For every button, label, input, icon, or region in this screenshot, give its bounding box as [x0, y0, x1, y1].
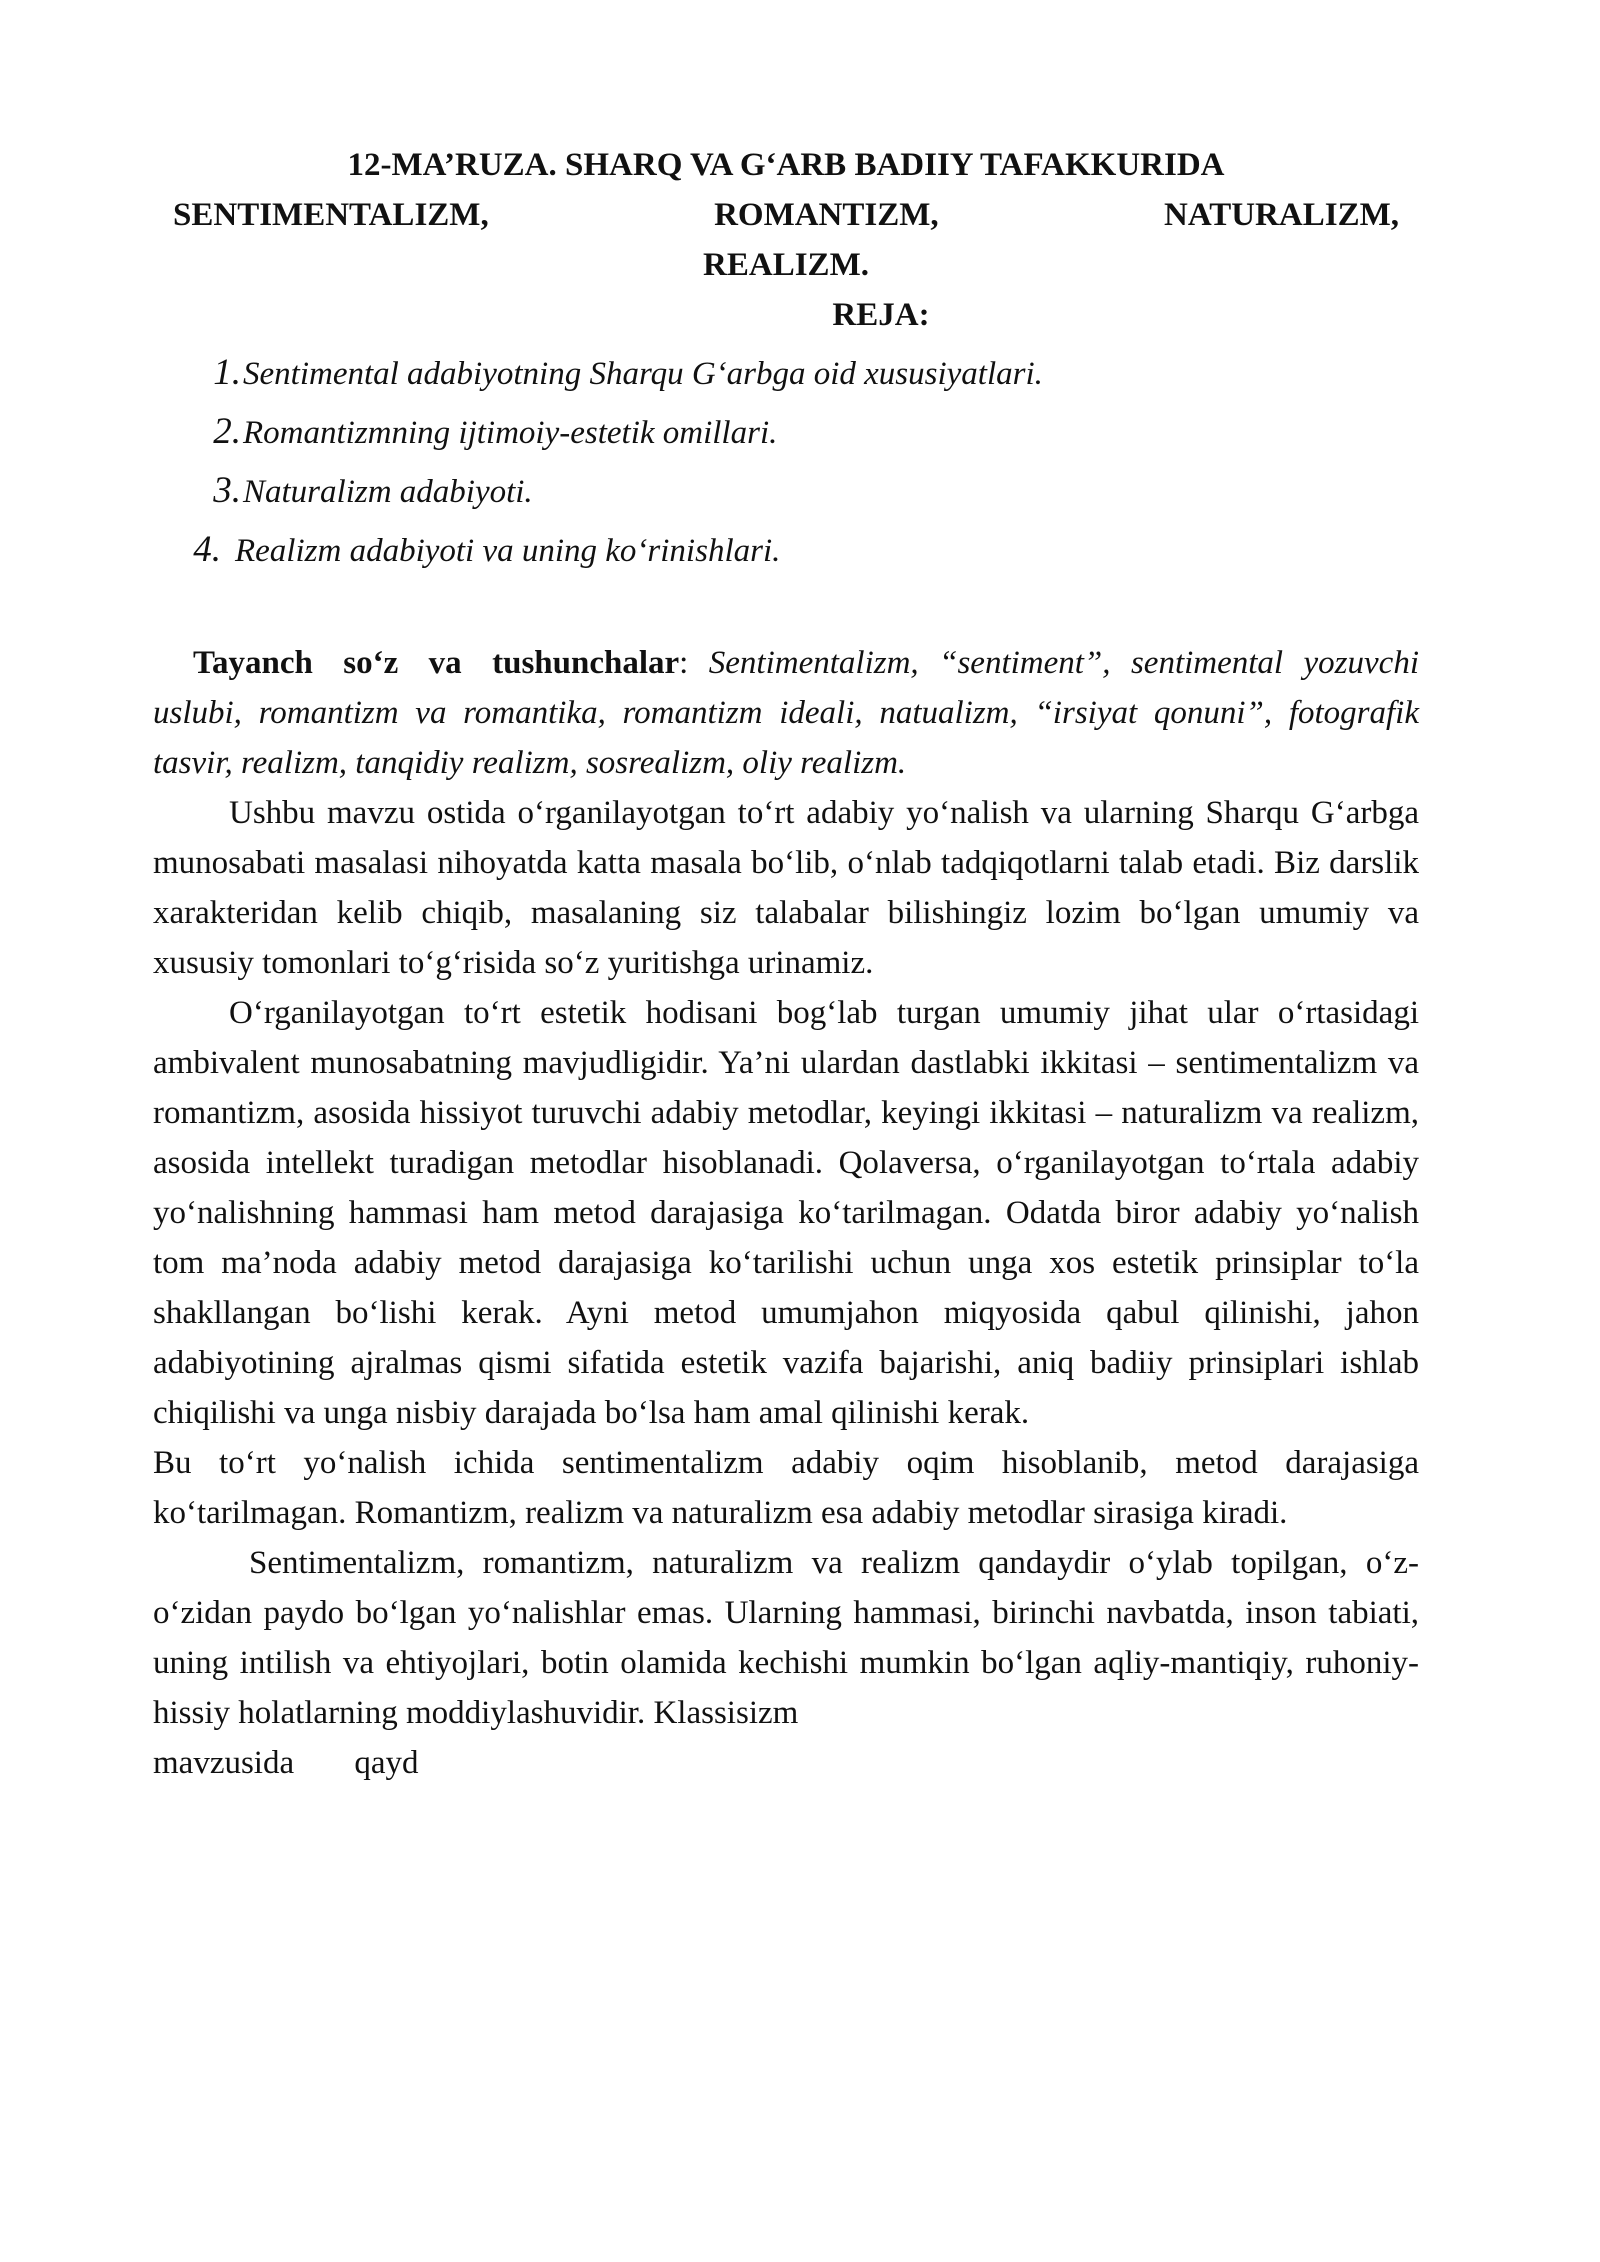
- title-word-sentimentalizm: SENTIMENTALIZM,: [173, 197, 489, 233]
- keywords-colon: :: [679, 645, 689, 681]
- body-paragraph-4: Sentimentalizm, romantizm, naturalizm va realizm qandaydir o‘ylab topilgan, o‘z-o‘zidan paydo bo‘lgan yo‘nalishlar emas. Ularning hammasi, birinchi navbatda, inson tabiati, uning intilish va ehtiyojlari, botin olamida kechishi mumkin bo‘lgan aqliy-mantiqiy, ruhoniy-hissiy holatlarning moddiylashuvidir. Klassisizm: [153, 1545, 1419, 1731]
- keywords-label: Tayanch so‘z va tushunchalar: [193, 645, 680, 681]
- plan-item-text: Naturalizm adabiyoti.: [243, 474, 533, 510]
- lecture-title-line1: 12-MA’RUZA. SHARQ VA G‘ARB BADIIY TAFAKKURIDA: [347, 147, 1225, 183]
- plan-item-text: Romantizmning ijtimoiy-estetik omillari.: [243, 415, 778, 451]
- plan-item-text: Sentimental adabiyotning Sharqu G‘arbga oid xususiyatlari.: [243, 356, 1043, 392]
- body-final-line: mavzusida qayd: [153, 1745, 419, 1781]
- title-word-romantizm: ROMANTIZM,: [714, 197, 939, 233]
- plan-item: [153, 462, 1419, 521]
- body-paragraph-1: Ushbu mavzu ostida o‘rganilayotgan to‘rt adabiy yo‘nalish va ularning Sharqu G‘arbga munosabati masalasi nihoyatda katta masala bo‘lib, o‘nlab tadqiqotlarni talab etadi. Biz darslik xarakteridan kelib chiqib, masalaning siz talabalar bilishingiz lozim bo‘lgan umumiy va xususiy tomonlari to‘g‘risida so‘z yuritishga urinamiz.: [153, 795, 1419, 981]
- plan-item-number: 4.: [193, 529, 221, 570]
- body-paragraph-2: O‘rganilayotgan to‘rt estetik hodisani bog‘lab turgan umumiy jihat ular o‘rtasidagi ambivalent munosabatning mavjudligidir. Ya’ni ulardan dastlabki ikkitasi – sentimentalizm va romantizm, asosida hissiyot turuvchi adabiy metodlar, keyingi ikkitasi – naturalizm va realizm, asosida intellekt turadigan metodlar hisoblanadi. Qolaversa, o‘rganilayotgan to‘rtala adabiy yo‘nalishning hammasi ham metod darajasiga ko‘tarilmagan. Odatda biror adabiy yo‘nalish tom ma’noda adabiy metod darajasiga ko‘tarilishi uchun unga xos estetik prinsiplar to‘la shakllangan bo‘lishi kerak. Ayni metod umumjahon miqyosida qabul qilinishi, jahon adabiyotining ajralmas qismi sifatida estetik vazifa bajarishi, aniq badiiy prinsiplari ishlab chiqilishi va unga nisbiy darajada bo‘lsa ham amal qilinishi kerak.: [153, 995, 1419, 1431]
- plan-item-text: Realizm adabiyoti va uning ko‘rinishlari.: [235, 533, 781, 569]
- plan-item: [153, 521, 1419, 580]
- plan-item: [153, 344, 1419, 403]
- body-paragraph-3: Bu to‘rt yo‘nalish ichida sentimentalizm adabiy oqim hisoblanib, metod darajasiga ko‘tarilmagan. Romantizm, realizm va naturalizm esa adabiy metodlar sirasiga kiradi.: [153, 1445, 1419, 1531]
- document-page: [153, 140, 1419, 1788]
- plan-heading: REJA:: [832, 297, 930, 333]
- title-word-naturalizm: NATURALIZM,: [1164, 197, 1399, 233]
- lecture-title-line2: [153, 190, 1419, 240]
- plan-item-number: 2.: [213, 411, 241, 452]
- plan-item-number: 1.: [213, 352, 241, 393]
- keywords-text: Sentimentalizm, “sentiment”, sentimental yozuvchi uslubi, romantizm va romantika, romantizm ideali, natualizm, “irsiyat qonuni”, fotografik tasvir, realizm, tanqidiy realizm, sosrealizm, oliy realizm.: [153, 645, 1419, 781]
- plan-item: [153, 403, 1419, 462]
- lecture-title-line3: REALIZM.: [703, 247, 869, 283]
- plan-item-number: 3.: [213, 470, 241, 511]
- plan-list: [153, 344, 1419, 580]
- keywords-paragraph: [153, 638, 1419, 788]
